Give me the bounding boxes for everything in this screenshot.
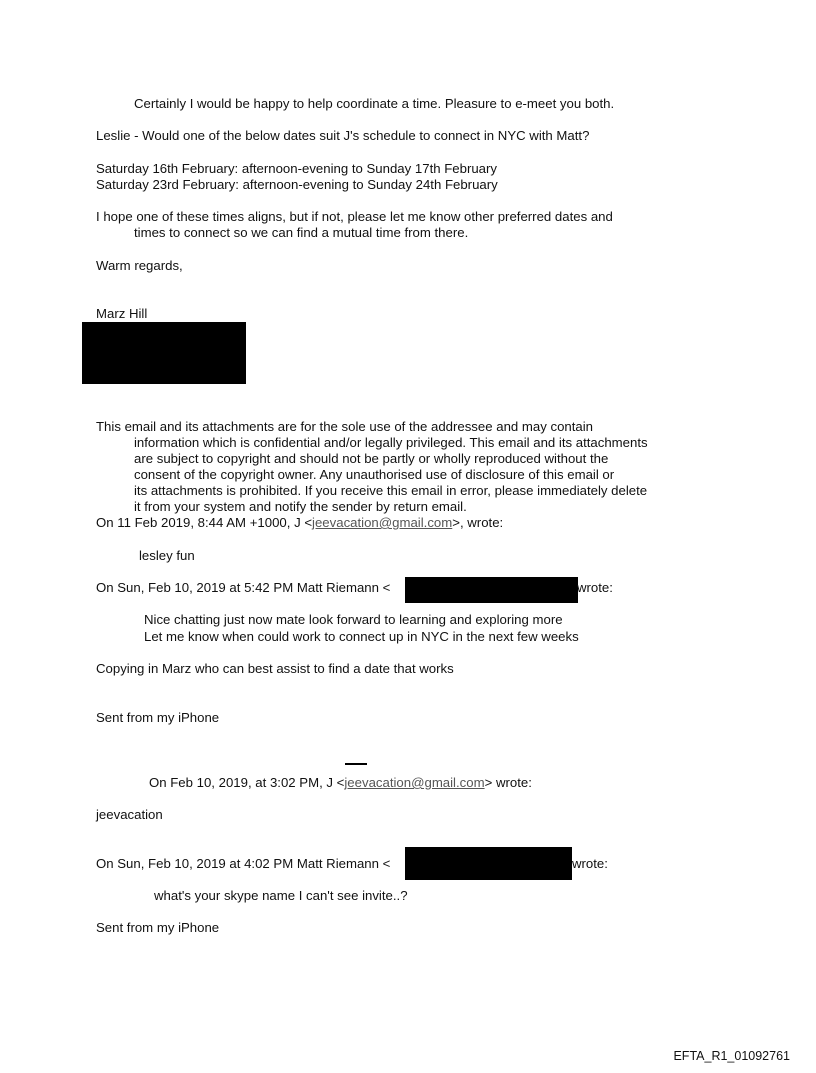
date-option-1: Saturday 16th February: afternoon-evening to Sunday 17th February [96,161,498,176]
redaction-email-address [405,577,578,603]
reply1-header-prefix: On 11 Feb 2019, 8:44 AM +1000, J < [96,515,313,530]
disclaimer-line-3: are subject to copyright and should not be partly or wholly reproduced without the [134,451,609,466]
disclaimer-line-6: it from your system and notify the sender by return email. [134,499,467,514]
hope-line-1: I hope one of these times aligns, but if not, please let me know other preferred dates and [96,209,613,224]
copying-line: Copying in Marz who can best assist to find a date that works [96,661,454,676]
signature-name: Marz Hill [96,306,148,321]
disclaimer-line-1: This email and its attachments are for the sole use of the addressee and may contain [96,419,594,434]
document-id: EFTA_R1_01092761 [673,1049,790,1063]
reply1-email-link[interactable]: jeevacation@gmail.com [312,515,453,530]
intro-line: Certainly I would be happy to help coordinate a time. Pleasure to e-meet you both. [134,96,615,111]
disclaimer-line-4: consent of the copyright owner. Any unauthorised use of disclosure of this email or [134,467,615,482]
reply2-body-1: Nice chatting just now mate look forward to learning and exploring more [144,612,563,627]
date-option-2: Saturday 23rd February: afternoon-evening to Sunday 24th February [96,177,498,192]
reply3-header-suffix: > wrote: [484,775,532,790]
reply3-header [149,775,532,791]
disclaimer-line-5: its attachments is prohibited. If you receive this email in error, please immediately delete [134,483,648,498]
sent-from-2: Sent from my iPhone [96,920,220,935]
redaction-email-address [405,847,572,880]
reply3-body: jeevacation [96,807,163,822]
reply4-header-suffix: wrote: [572,856,608,871]
reply3-email-link[interactable]: jeevacation@gmail.com [344,775,485,790]
leslie-question: Leslie - Would one of the below dates suit J's schedule to connect in NYC with Matt? [96,128,590,143]
redaction-signature-block [82,322,246,384]
sent-from-1: Sent from my iPhone [96,710,220,725]
reply2-header-suffix: wrote: [577,580,613,595]
reply2-header: On Sun, Feb 10, 2019 at 5:42 PM Matt Riemann < [96,580,391,595]
reply1-header [96,515,503,531]
reply1-header-suffix: >, wrote: [452,515,504,530]
separator-mark [345,763,367,765]
disclaimer-line-2: information which is confidential and/or legally privileged. This email and its attachments [134,435,648,450]
reply4-body: what's your skype name I can't see invite..? [154,888,408,903]
reply1-body: lesley fun [139,548,195,563]
hope-line-2: times to connect so we can find a mutual time from there. [134,225,469,240]
reply3-header-prefix: On Feb 10, 2019, at 3:02 PM, J < [149,775,345,790]
reply4-header: On Sun, Feb 10, 2019 at 4:02 PM Matt Riemann < [96,856,391,871]
regards: Warm regards, [96,258,183,273]
reply2-body-2: Let me know when could work to connect up in NYC in the next few weeks [144,629,579,644]
